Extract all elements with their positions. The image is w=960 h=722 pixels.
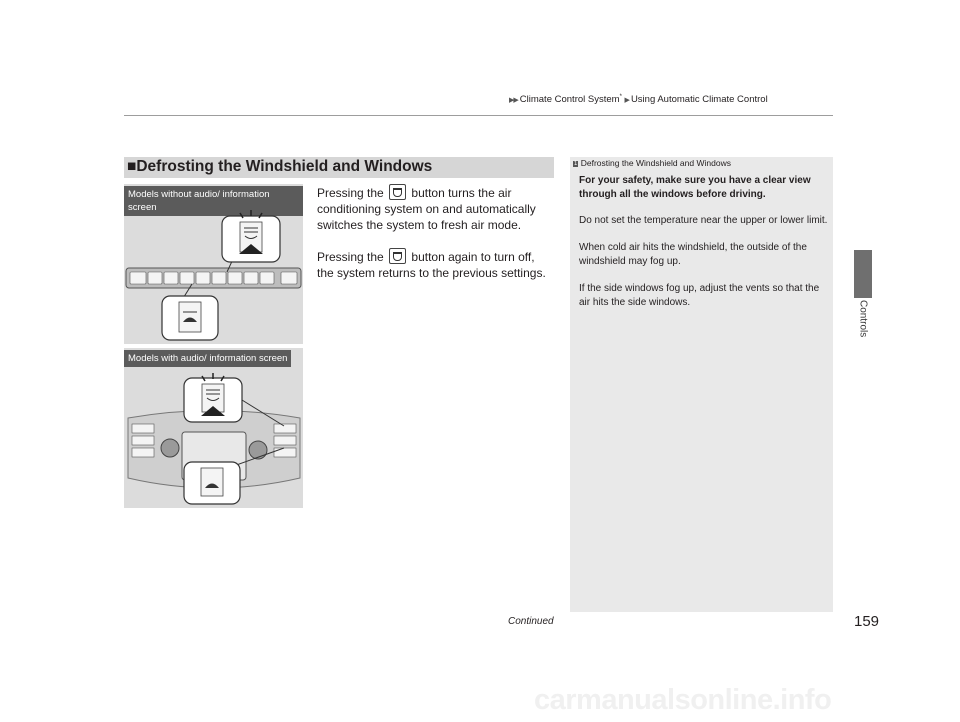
breadcrumb-arrow-icon: ▶ <box>624 97 629 105</box>
control-panel-illustration <box>124 184 303 344</box>
watermark: carmanualsonline.info <box>534 684 832 716</box>
body-paragraph-2: Pressing the button again to turn off, the system returns to the previous settings. <box>317 250 546 280</box>
figure-label: Models without audio/ information screen <box>124 186 303 216</box>
breadcrumb-item-automatic[interactable]: Using Automatic Climate Control <box>630 94 768 106</box>
chapter-tab-label: Controls <box>857 300 869 338</box>
figure-label: Models with audio/ information screen <box>124 350 291 367</box>
breadcrumb-arrow-icon: ▶▶ <box>509 97 518 105</box>
chapter-tab[interactable] <box>848 300 878 360</box>
sidebar-paragraph-3: If the side windows fog up, adjust the vents so that the air hits the side windows. <box>579 283 820 308</box>
recirculation-icon <box>184 462 240 504</box>
section-heading <box>124 157 554 178</box>
sidebar-paragraph-2: When cold air hits the windshield, the outside of the windshield may fog up. <box>579 242 807 267</box>
reference-mark: 1 <box>574 161 578 167</box>
recirculation-icon <box>162 296 218 340</box>
breadcrumb <box>509 94 768 105</box>
front-defrost-icon <box>389 184 406 200</box>
figure-control-panel-with-screen <box>124 348 303 508</box>
body-paragraph-1: Pressing the button turns the air conditioning system on and automatically switches the system to fresh air mode. <box>317 186 536 232</box>
section-title: ■Defrosting the Windshield and Windows <box>127 158 433 175</box>
continued-label: Continued <box>508 616 554 627</box>
front-defrost-icon <box>222 210 280 262</box>
page-number: 159 <box>854 613 880 630</box>
chapter-tab-marker <box>854 250 872 298</box>
dashboard-illustration <box>124 348 303 508</box>
front-defrost-icon <box>389 248 406 264</box>
header-rule <box>124 115 833 116</box>
figure-control-panel-no-screen <box>124 184 303 344</box>
front-defrost-icon <box>184 373 242 422</box>
breadcrumb-item-climate[interactable]: Climate Control System <box>519 94 620 106</box>
sidebar-paragraph-1: Do not set the temperature near the upper or lower limit. <box>579 215 828 226</box>
footnote-mark: * <box>619 94 622 100</box>
sidebar-title: 1 Defrosting the Windshield and Windows <box>574 158 731 168</box>
sidebar-warning: For your safety, make sure you have a clear view through all the windows before driving. <box>579 175 811 200</box>
